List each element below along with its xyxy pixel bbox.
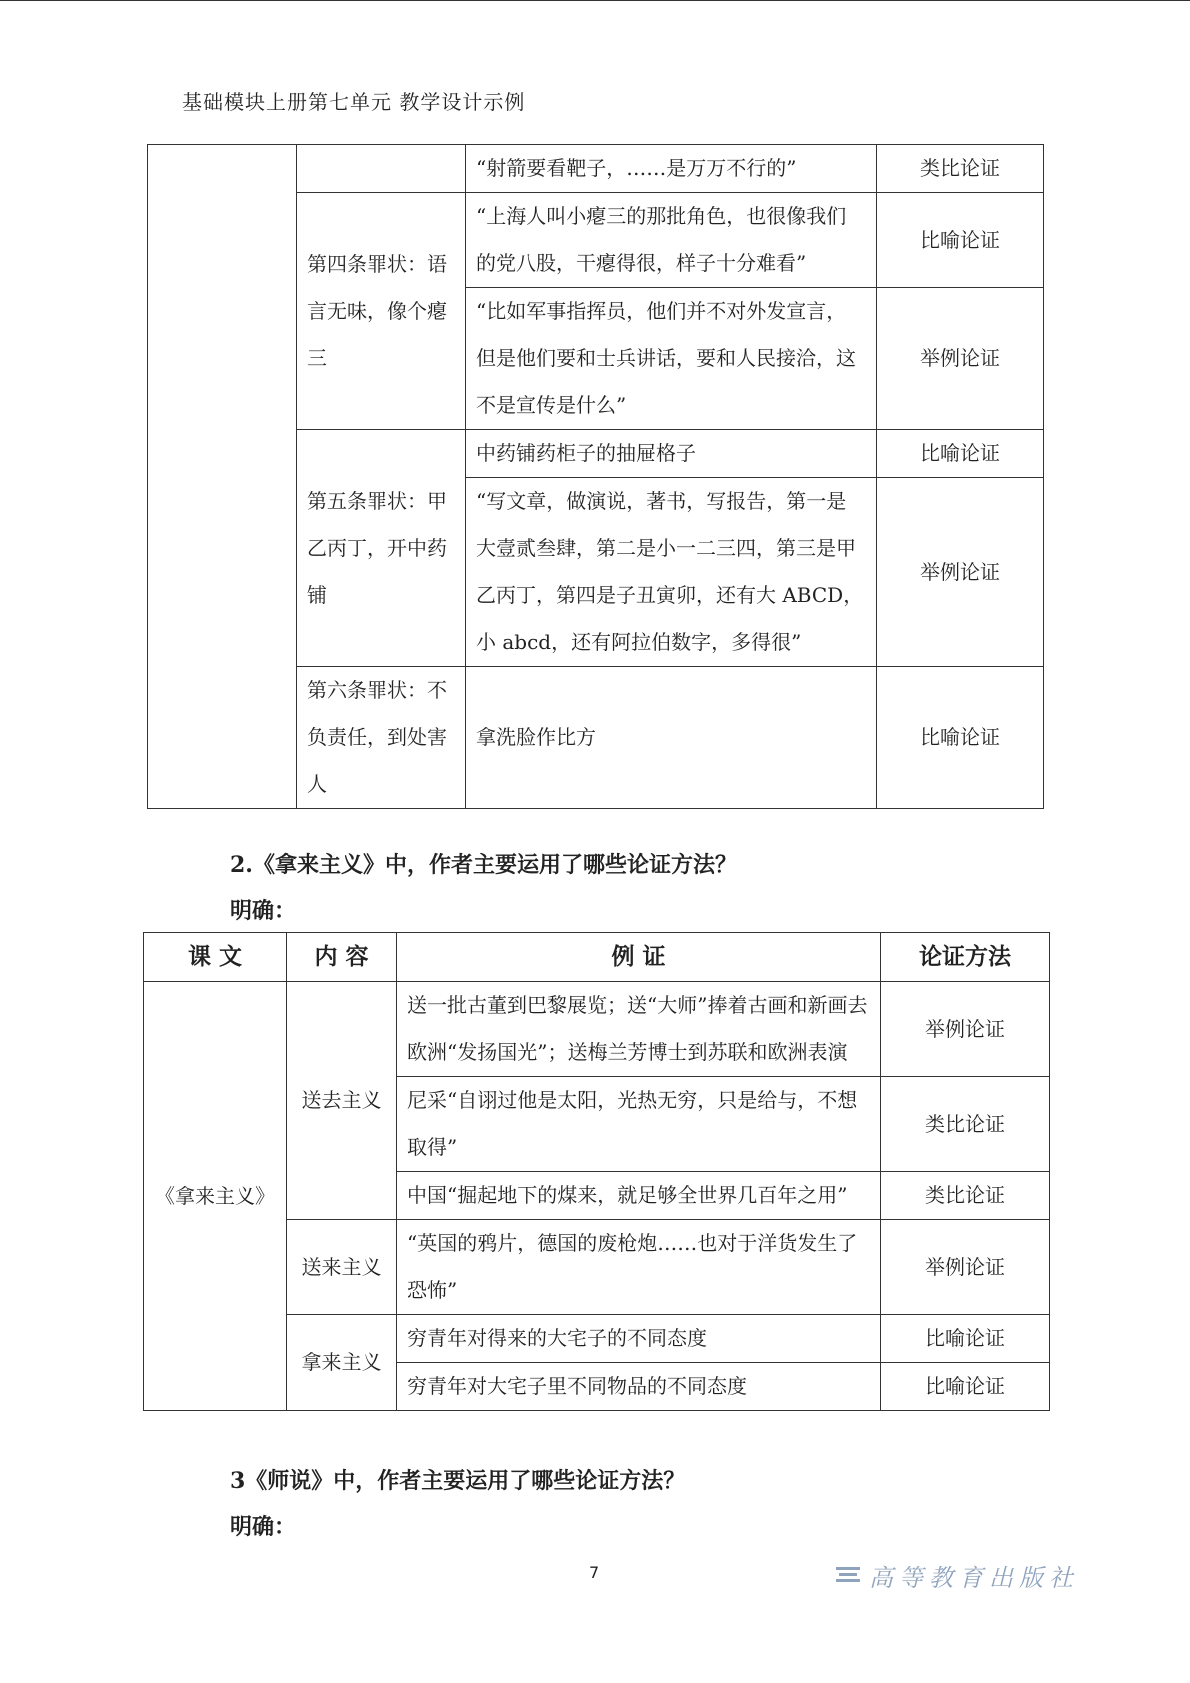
text-cell [148, 145, 297, 809]
method-cell: 类比论证 [881, 1077, 1050, 1172]
table-header-row [144, 933, 1050, 982]
content-cell: 拿来主义 [287, 1315, 397, 1411]
example-cell: 中药铺药柜子的抽屉格子 [466, 430, 877, 478]
example-cell: “上海人叫小瘪三的那批角色，也很像我们的党八股，干瘪得很，样子十分难看” [466, 193, 877, 288]
argument-table-1 [147, 144, 1044, 809]
example-cell: “英国的鸦片，德国的废枪炮……也对于洋货发生了恐怖” [397, 1220, 881, 1315]
method-cell: 比喻论证 [877, 667, 1044, 809]
publisher-emblem-icon [835, 1565, 861, 1587]
header-text: 课 文 [144, 933, 287, 982]
method-cell: 类比论证 [881, 1172, 1050, 1220]
table-row [148, 145, 1044, 193]
method-cell: 举例论证 [877, 478, 1044, 667]
publisher-logo [835, 1558, 1079, 1593]
question-2: 2.《拿来主义》中，作者主要运用了哪些论证方法？ [230, 852, 737, 878]
crime-cell: 第四条罪状：语言无味，像个瘪三 [297, 193, 466, 430]
crime-cell [297, 145, 466, 193]
example-cell: 中国“掘起地下的煤来，就足够全世界几百年之用” [397, 1172, 881, 1220]
example-cell: “写文章，做演说，著书，写报告，第一是大壹贰叁肆，第二是小一二三四，第三是甲乙丙丁，第四是子丑寅卯，还有大 ABCD，小 abcd，还有阿拉伯数字，多得很” [466, 478, 877, 667]
publisher-name: 高等教育出版社 [869, 1564, 1079, 1592]
method-cell: 举例论证 [881, 1220, 1050, 1315]
example-cell: 穷青年对得来的大宅子的不同态度 [397, 1315, 881, 1363]
crime-cell: 第五条罪状：甲乙丙丁，开中药铺 [297, 430, 466, 667]
method-cell: 举例论证 [881, 982, 1050, 1077]
text-cell: 《拿来主义》 [144, 982, 287, 1411]
method-cell: 类比论证 [877, 145, 1044, 193]
content-cell: 送去主义 [287, 982, 397, 1220]
top-border-line [0, 0, 1190, 1]
content-cell: 送来主义 [287, 1220, 397, 1315]
answer-label-3: 明确： [230, 1514, 297, 1540]
page-number: 7 [589, 1563, 600, 1582]
example-cell: “比如军事指挥员，他们并不对外发宣言，但是他们要和士兵讲话，要和人民接洽，这不是宣传是什么” [466, 288, 877, 430]
question-3: 3《师说》中，作者主要运用了哪些论证方法？ [230, 1468, 686, 1494]
method-cell: 比喻论证 [877, 430, 1044, 478]
example-cell: “射箭要看靶子，……是万万不行的” [466, 145, 877, 193]
header-method: 论证方法 [881, 933, 1050, 982]
crime-cell: 第六条罪状：不负责任，到处害人 [297, 667, 466, 809]
page-header: 基础模块上册第七单元 教学设计示例 [182, 90, 526, 114]
example-cell: 拿洗脸作比方 [466, 667, 877, 809]
table-row [144, 982, 1050, 1077]
method-cell: 比喻论证 [881, 1315, 1050, 1363]
method-cell: 比喻论证 [877, 193, 1044, 288]
argument-table-2 [143, 932, 1050, 1411]
method-cell: 比喻论证 [881, 1363, 1050, 1411]
example-cell: 穷青年对大宅子里不同物品的不同态度 [397, 1363, 881, 1411]
example-cell: 送一批古董到巴黎展览；送“大师”捧着古画和新画去欧洲“发扬国光”；送梅兰芳博士到苏联和欧洲表演 [397, 982, 881, 1077]
header-example: 例 证 [397, 933, 881, 982]
method-cell: 举例论证 [877, 288, 1044, 430]
header-content: 内 容 [287, 933, 397, 982]
example-cell: 尼采“自诩过他是太阳，光热无穷，只是给与，不想取得” [397, 1077, 881, 1172]
answer-label-2: 明确： [230, 898, 297, 924]
